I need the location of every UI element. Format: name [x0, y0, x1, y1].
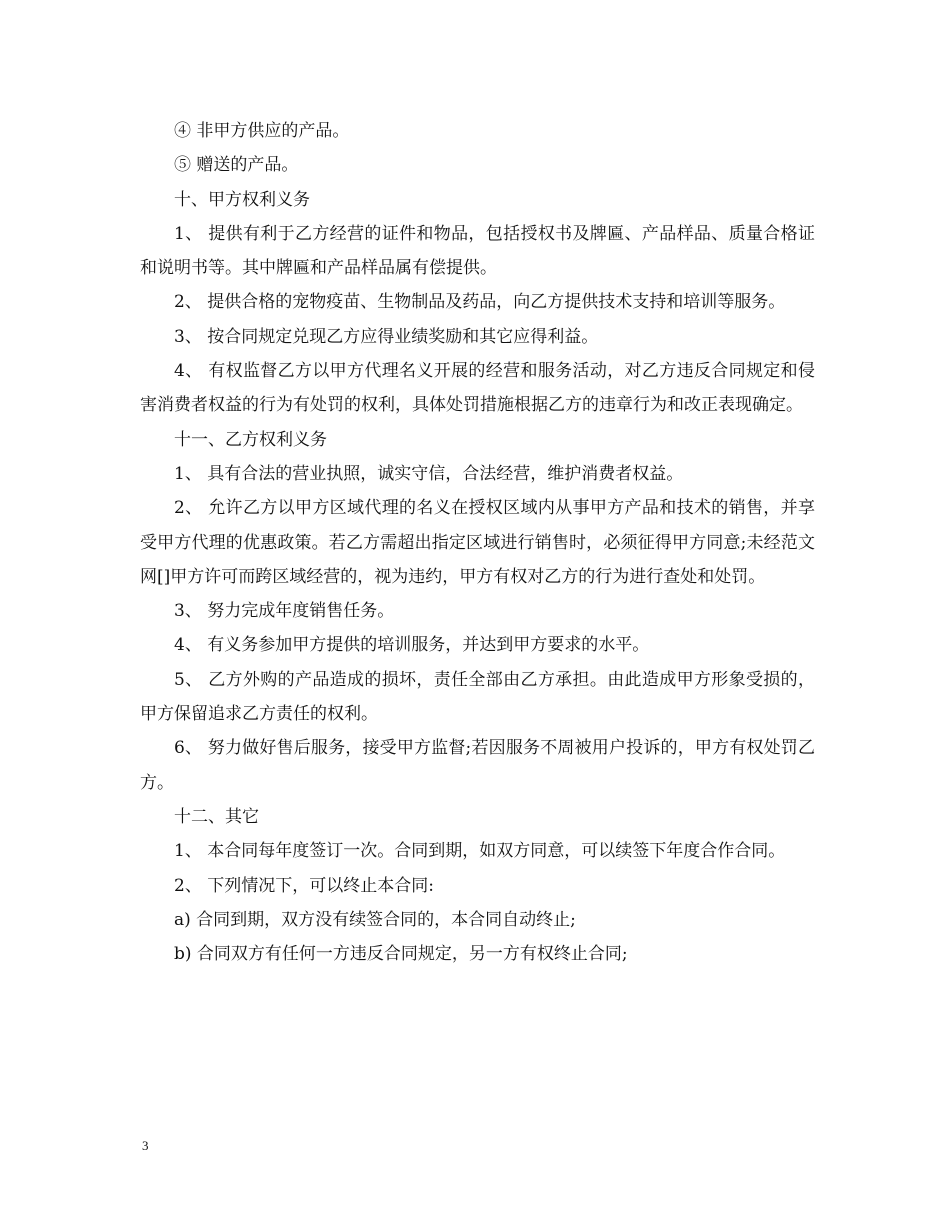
- section-heading: 十、甲方权利义务: [174, 189, 310, 210]
- clause-paragraph: 2、 允许乙方以甲方区域代理的名义在授权区域内从事甲方产品和技术的销售，并享受甲方代理的优惠政策。若乙方需超出指定区域进行销售时，必须征得甲方同意;未经范文网[]甲方许可而跨区域经营的，视为违约，甲方有权对乙方的行为进行查处和处罚。: [140, 498, 815, 587]
- list-item: b) 合同双方有任何一方违反合同规定，另一方有权终止合同;: [174, 944, 628, 965]
- section-heading: 十一、乙方权利义务: [174, 429, 327, 450]
- clause-paragraph: 4、 有权监督乙方以甲方代理名义开展的经营和服务活动，对乙方违反合同规定和侵害消费者权益的行为有处罚的权利，具体处罚措施根据乙方的违章行为和改正表现确定。: [140, 361, 815, 416]
- list-item: a) 合同到期，双方没有续签合同的，本合同自动终止;: [174, 909, 576, 930]
- list-item: ⑤ 赠送的产品。: [174, 155, 299, 176]
- clause-paragraph: 1、 本合同每年度签订一次。合同到期，如双方同意，可以续签下年度合作合同。: [174, 841, 786, 862]
- clause-paragraph: 3、 努力完成年度销售任务。: [174, 601, 395, 622]
- page-number: 3: [142, 1138, 149, 1153]
- section-heading: 十二、其它: [174, 806, 259, 827]
- clause-paragraph: 2、 下列情况下，可以终止本合同:: [174, 875, 434, 896]
- clause-paragraph: 4、 有义务参加甲方提供的培训服务，并达到甲方要求的水平。: [174, 635, 650, 656]
- clause-paragraph: 1、 具有合法的营业执照，诚实守信，合法经营，维护消费者权益。: [174, 463, 684, 484]
- clause-paragraph: 6、 努力做好售后服务，接受甲方监督;若因服务不周被用户投诉的，甲方有权处罚乙方。: [140, 738, 815, 793]
- list-item: ④ 非甲方供应的产品。: [174, 121, 350, 141]
- clause-paragraph: 1、 提供有利于乙方经营的证件和物品，包括授权书及牌匾、产品样品、质量合格证和说明书等。其中牌匾和产品样品属有偿提供。: [140, 223, 815, 279]
- clause-paragraph: 2、 提供合格的宠物疫苗、生物制品及药品，向乙方提供技术支持和培训等服务。: [174, 292, 786, 313]
- document-body: [140, 114, 815, 971]
- clause-paragraph: 3、 按合同规定兑现乙方应得业绩奖励和其它应得利益。: [174, 326, 599, 347]
- clause-paragraph: 5、 乙方外购的产品造成的损坏，责任全部由乙方承担。由此造成甲方形象受损的，甲方保留追求乙方责任的权利。: [140, 669, 815, 725]
